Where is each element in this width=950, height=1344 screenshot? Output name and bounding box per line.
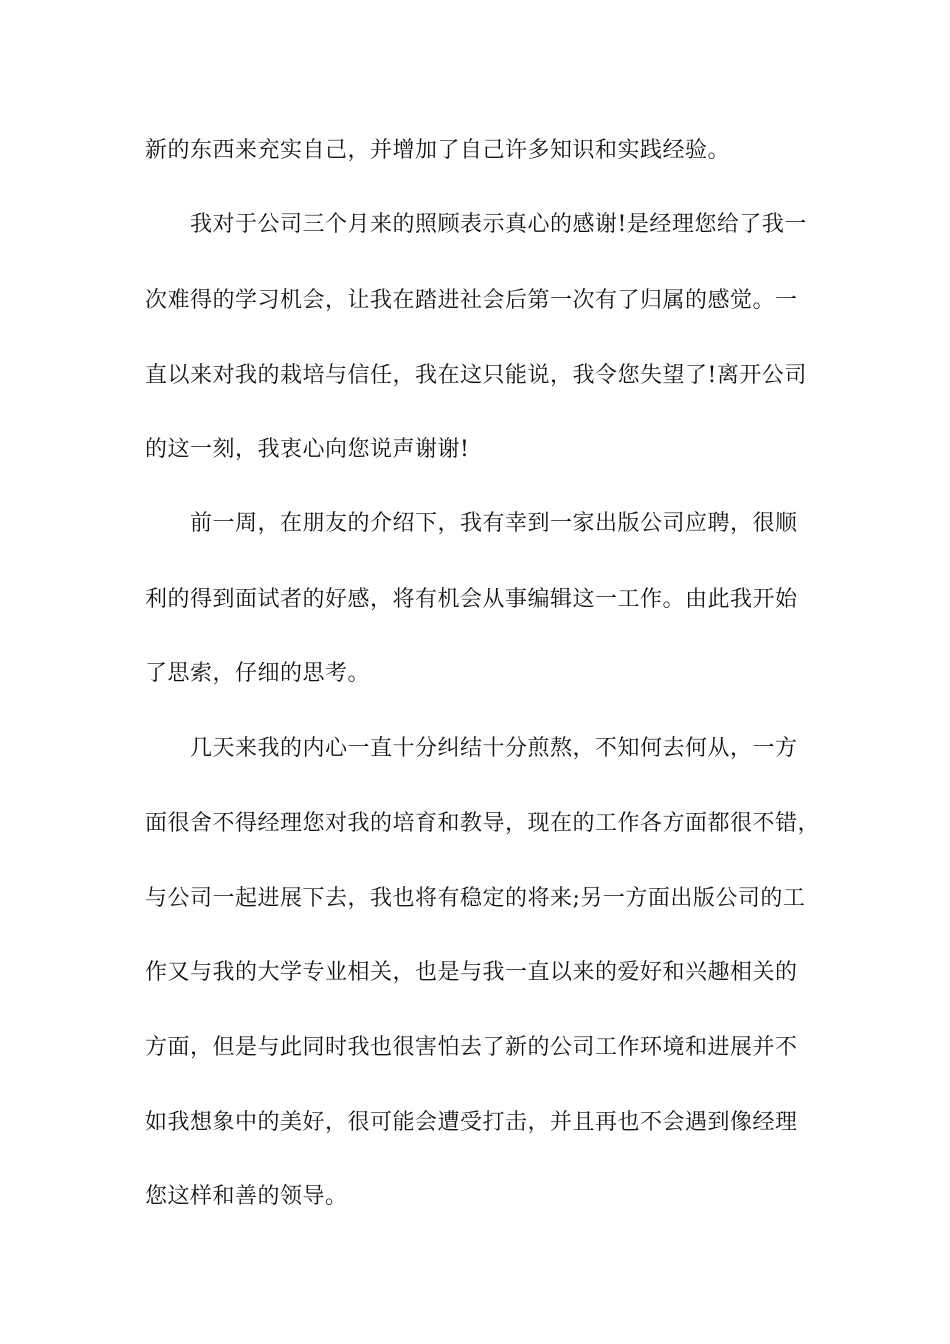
text-line: 直以来对我的栽培与信任，我在这只能说，我令您失望了!离开公司 [145,363,807,388]
text-line: 如我想象中的美好，很可能会遭受打击，并且再也不会遇到像经理 [145,1110,798,1135]
paragraph-first-line: 我对于公司三个月来的照顾表示真心的感谢!是经理您给了我一 [190,212,807,237]
paragraph-first-line: 几天来我的内心一直十分纠结十分煎熬，不知何去何从，一方 [190,736,798,761]
text-line: 方面，但是与此同时我也很害怕去了新的公司工作环境和进展并不 [145,1035,798,1060]
text-line: 您这样和善的领导。 [145,1184,348,1209]
text-line: 了思索，仔细的思考。 [145,661,371,686]
text-line: 与公司一起进展下去，我也将有稳定的将来;另一方面出版公司的工 [145,886,806,911]
text-line: 利的得到面试者的好感，将有机会从事编辑这一工作。由此我开始 [145,587,798,612]
text-line: 新的东西来充实自己，并增加了自己许多知识和实践经验。 [145,138,731,163]
paragraph-first-line: 前一周，在朋友的介绍下，我有幸到一家出版公司应聘，很顺 [190,511,798,536]
text-line: 次难得的学习机会，让我在踏进社会后第一次有了归属的感觉。一 [145,288,798,313]
text-line: 的这一刻，我衷心向您说声谢谢! [145,437,470,462]
text-line: 面很舍不得经理您对我的培育和教导，现在的工作各方面都很不错， [145,811,821,836]
text-line: 作又与我的大学专业相关，也是与我一直以来的爱好和兴趣相关的 [145,960,798,985]
